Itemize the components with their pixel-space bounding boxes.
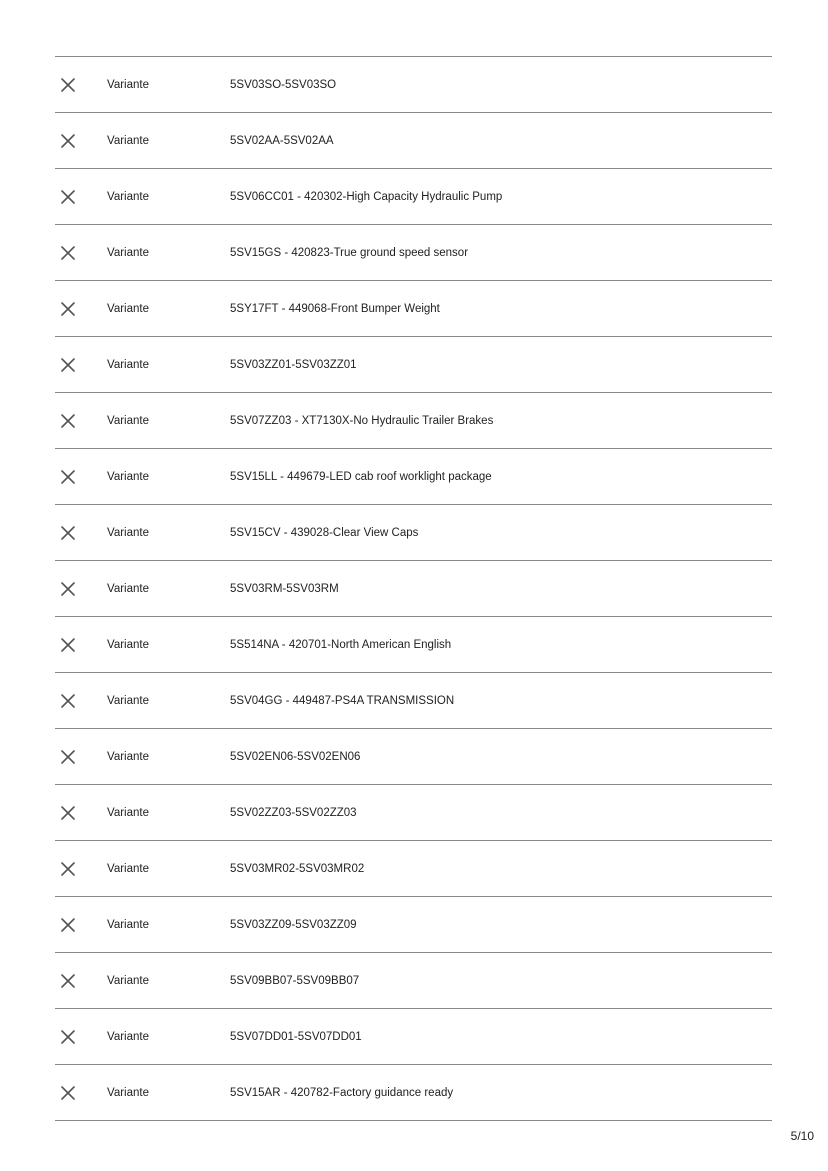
row-type: Variante bbox=[107, 526, 149, 539]
page-number: 5/10 bbox=[790, 1129, 814, 1143]
close-icon bbox=[60, 749, 76, 765]
close-icon bbox=[60, 413, 76, 429]
row-type: Variante bbox=[107, 302, 149, 315]
close-icon bbox=[60, 1029, 76, 1045]
table-row bbox=[55, 449, 772, 505]
row-type: Variante bbox=[107, 134, 149, 147]
close-icon bbox=[60, 581, 76, 597]
close-icon bbox=[60, 77, 76, 93]
row-description: 5SV15CV - 439028-Clear View Caps bbox=[230, 526, 419, 539]
table-row bbox=[55, 561, 772, 617]
row-description: 5S514NA - 420701-North American English bbox=[230, 638, 452, 651]
row-description: 5SY17FT - 449068-Front Bumper Weight bbox=[230, 302, 440, 315]
table-row bbox=[55, 785, 772, 841]
row-description: 5SV02EN06-5SV02EN06 bbox=[230, 750, 361, 763]
table-row bbox=[55, 337, 772, 393]
table-row bbox=[55, 953, 772, 1009]
close-icon bbox=[60, 133, 76, 149]
row-type: Variante bbox=[107, 1030, 149, 1043]
row-description: 5SV04GG - 449487-PS4A TRANSMISSION bbox=[230, 694, 455, 707]
table-row bbox=[55, 897, 772, 953]
table-row bbox=[55, 281, 772, 337]
row-type: Variante bbox=[107, 470, 149, 483]
table-row bbox=[55, 1065, 772, 1121]
row-description: 5SV06CC01 - 420302-High Capacity Hydraulic Pump bbox=[230, 190, 503, 203]
table-row bbox=[55, 393, 772, 449]
close-icon bbox=[60, 301, 76, 317]
row-description: 5SV03RM-5SV03RM bbox=[230, 582, 339, 595]
row-description: 5SV07ZZ03 - XT7130X-No Hydraulic Trailer Brakes bbox=[230, 414, 494, 427]
table-row bbox=[55, 57, 772, 113]
close-icon bbox=[60, 917, 76, 933]
close-icon bbox=[60, 357, 76, 373]
table-row bbox=[55, 113, 772, 169]
row-description: 5SV07DD01-5SV07DD01 bbox=[230, 1030, 362, 1043]
row-type: Variante bbox=[107, 750, 149, 763]
row-type: Variante bbox=[107, 918, 149, 931]
row-description: 5SV03MR02-5SV03MR02 bbox=[230, 862, 365, 875]
row-type: Variante bbox=[107, 414, 149, 427]
close-icon bbox=[60, 861, 76, 877]
row-type: Variante bbox=[107, 582, 149, 595]
row-description: 5SV15GS - 420823-True ground speed sensor bbox=[230, 246, 469, 259]
row-type: Variante bbox=[107, 974, 149, 987]
table-row bbox=[55, 1009, 772, 1065]
close-icon bbox=[60, 189, 76, 205]
close-icon bbox=[60, 693, 76, 709]
row-description: 5SV15AR - 420782-Factory guidance ready bbox=[230, 1086, 454, 1099]
close-icon bbox=[60, 1085, 76, 1101]
row-type: Variante bbox=[107, 78, 149, 91]
row-description: 5SV15LL - 449679-LED cab roof worklight package bbox=[230, 470, 492, 483]
row-description: 5SV03ZZ01-5SV03ZZ01 bbox=[230, 358, 357, 371]
table-row bbox=[55, 673, 772, 729]
table-row bbox=[55, 841, 772, 897]
row-description: 5SV03SO-5SV03SO bbox=[230, 78, 337, 91]
table-row bbox=[55, 729, 772, 785]
close-icon bbox=[60, 525, 76, 541]
row-type: Variante bbox=[107, 358, 149, 371]
row-description: 5SV02ZZ03-5SV02ZZ03 bbox=[230, 806, 357, 819]
table-row bbox=[55, 617, 772, 673]
options-table bbox=[55, 56, 772, 1121]
row-type: Variante bbox=[107, 190, 149, 203]
close-icon bbox=[60, 245, 76, 261]
row-type: Variante bbox=[107, 694, 149, 707]
close-icon bbox=[60, 805, 76, 821]
row-type: Variante bbox=[107, 806, 149, 819]
row-type: Variante bbox=[107, 638, 149, 651]
table-row bbox=[55, 505, 772, 561]
row-description: 5SV09BB07-5SV09BB07 bbox=[230, 974, 360, 987]
row-type: Variante bbox=[107, 246, 149, 259]
close-icon bbox=[60, 469, 76, 485]
row-description: 5SV03ZZ09-5SV03ZZ09 bbox=[230, 918, 357, 931]
table-row bbox=[55, 225, 772, 281]
close-icon bbox=[60, 637, 76, 653]
table-row bbox=[55, 169, 772, 225]
row-type: Variante bbox=[107, 862, 149, 875]
row-type: Variante bbox=[107, 1086, 149, 1099]
row-description: 5SV02AA-5SV02AA bbox=[230, 134, 334, 147]
close-icon bbox=[60, 973, 76, 989]
